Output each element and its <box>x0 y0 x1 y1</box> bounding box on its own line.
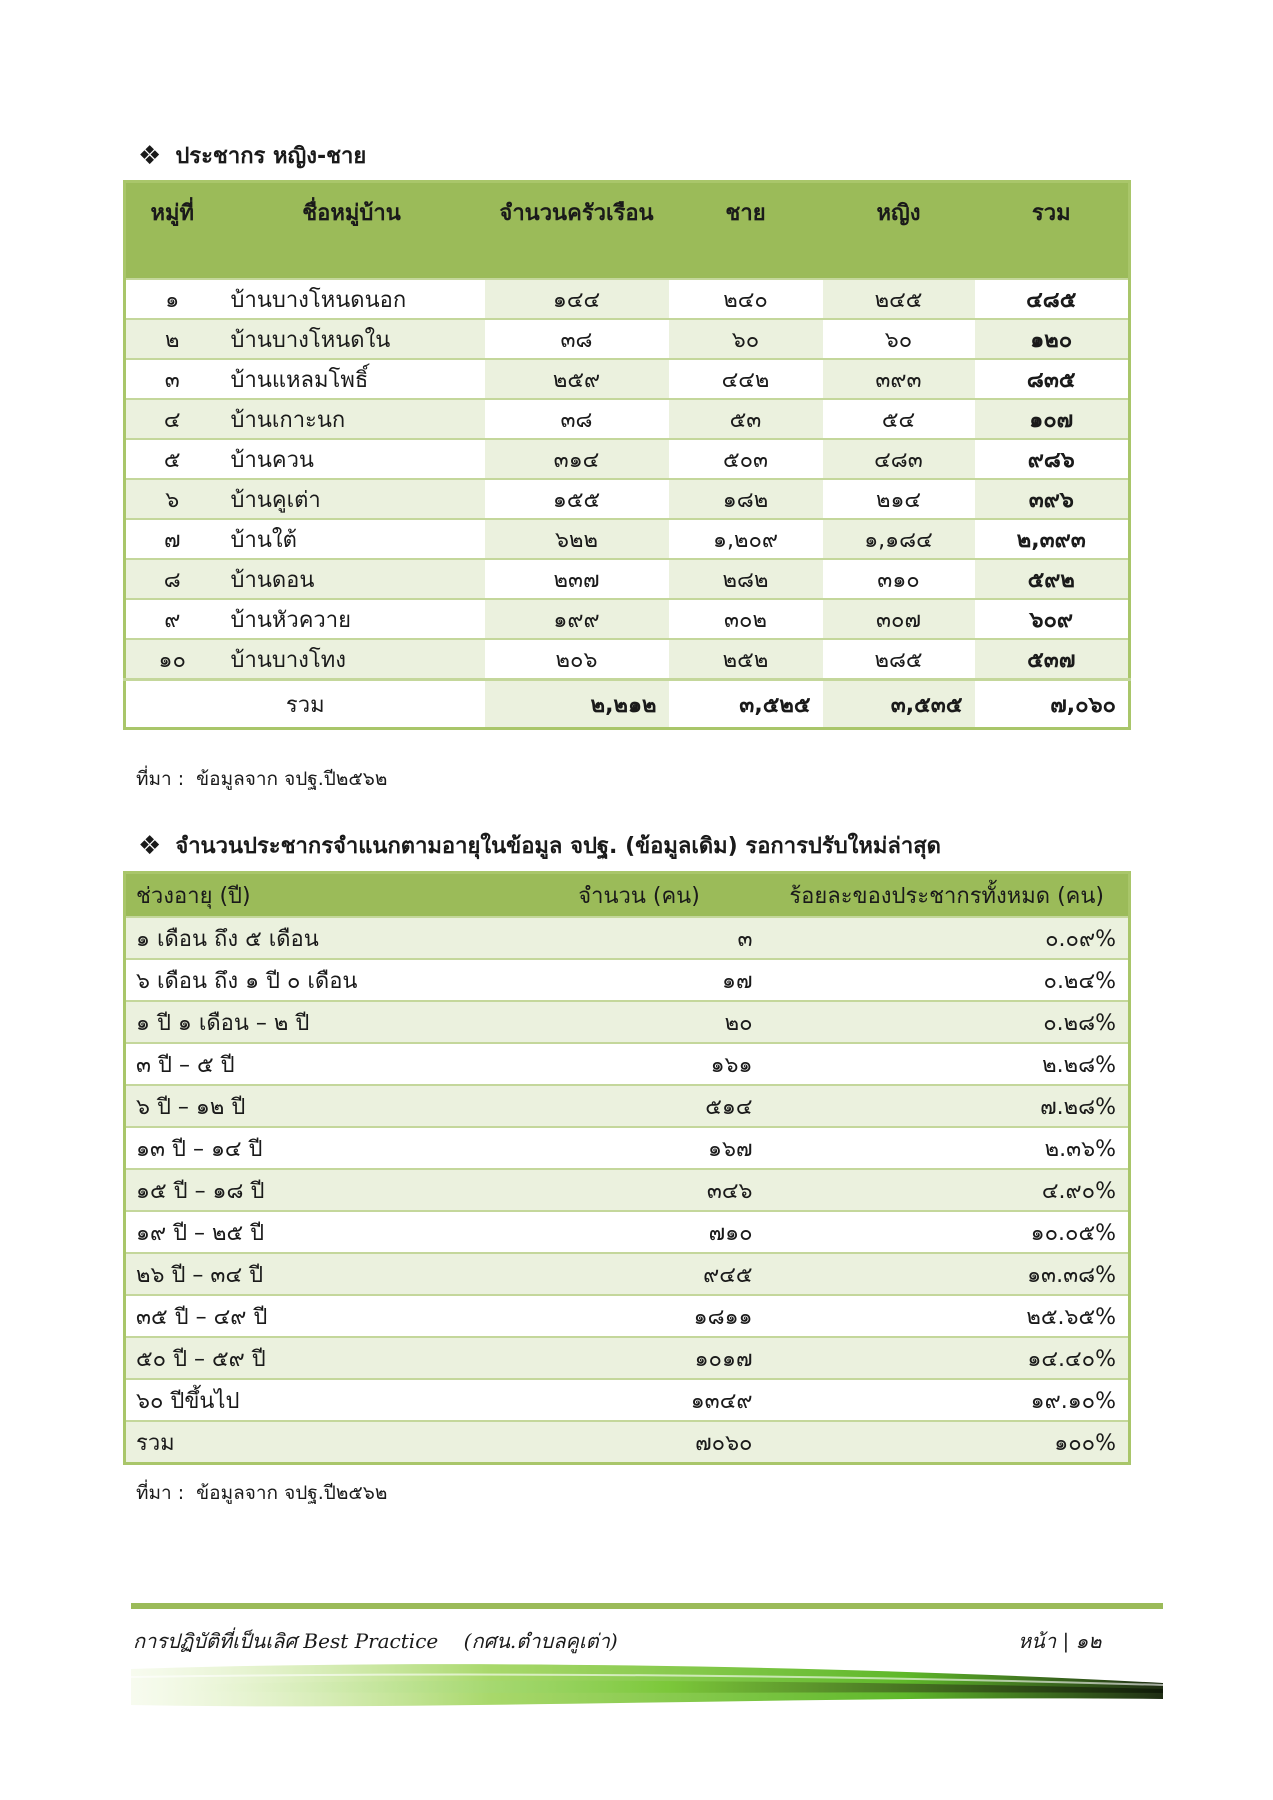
row-count: ๑๖๗ <box>511 1127 767 1169</box>
table-row <box>125 1295 1130 1337</box>
row-percent: ๑๐.๐๕% <box>767 1211 1130 1253</box>
population-table <box>123 180 1131 730</box>
row-age-range: ๑๕ ปี – ๑๘ ปี <box>125 1169 511 1211</box>
row-village-name: บ้านใต้ <box>219 519 485 559</box>
row-age-range: ๑ ปี ๑ เดือน – ๒ ปี <box>125 1001 511 1043</box>
row-age-range: ๓ ปี – ๕ ปี <box>125 1043 511 1085</box>
header-female: หญิง <box>823 182 975 280</box>
row-households: ๓๑๔ <box>485 439 669 479</box>
row-total: ๔๘๕ <box>975 279 1130 319</box>
page-number: หน้า | ๑๒ <box>1018 1629 1102 1653</box>
diamond-bullet-icon: ❖ <box>138 140 162 171</box>
row-count: ๓๔๖ <box>511 1169 767 1211</box>
table-header-row <box>125 182 1130 280</box>
row-count: ๗๐๖๐ <box>511 1421 767 1464</box>
table-row <box>125 519 1130 559</box>
header-households: จำนวนครัวเรือน <box>485 182 669 280</box>
row-percent: ๗.๒๘% <box>767 1085 1130 1127</box>
row-village-no: ๕ <box>125 439 219 479</box>
row-village-name: บ้านคูเต่า <box>219 479 485 519</box>
table-row <box>125 1421 1130 1464</box>
row-village-no: ๖ <box>125 479 219 519</box>
row-total: ๑๒๐ <box>975 319 1130 359</box>
header-village-name: ชื่อหมู่บ้าน <box>219 182 485 280</box>
row-male: ๕๐๓ <box>669 439 823 479</box>
source-note <box>136 764 387 794</box>
header-percent: ร้อยละของประชากรทั้งหมด (คน) <box>767 873 1130 918</box>
row-households: ๑๕๕ <box>485 479 669 519</box>
source-label: ที่มา : <box>136 768 185 790</box>
row-female: ๔๘๓ <box>823 439 975 479</box>
diamond-bullet-icon: ❖ <box>138 830 162 861</box>
row-count: ๒๐ <box>511 1001 767 1043</box>
table-row <box>125 1169 1130 1211</box>
row-total: ๕๓๗ <box>975 639 1130 680</box>
table-row <box>125 439 1130 479</box>
section-title-text: ประชากร หญิง-ชาย <box>175 144 367 169</box>
source-text: ข้อมูลจาก จปฐ.ปี๒๕๖๒ <box>196 1482 388 1504</box>
row-total: ๑๐๗ <box>975 399 1130 439</box>
total-female: ๓,๕๓๕ <box>823 680 975 729</box>
row-percent: ๒.๒๘% <box>767 1043 1130 1085</box>
header-count: จำนวน (คน) <box>511 873 767 918</box>
total-label: รวม <box>125 680 485 729</box>
table-row <box>125 399 1130 439</box>
source-label: ที่มา : <box>136 1482 185 1504</box>
row-female: ๑,๑๘๔ <box>823 519 975 559</box>
table-row <box>125 1211 1130 1253</box>
row-age-range: ๓๕ ปี – ๔๙ ปี <box>125 1295 511 1337</box>
row-village-name: บ้านเกาะนก <box>219 399 485 439</box>
row-village-no: ๗ <box>125 519 219 559</box>
row-male: ๔๔๒ <box>669 359 823 399</box>
header-total: รวม <box>975 182 1130 280</box>
age-table <box>123 871 1131 1465</box>
row-male: ๓๐๒ <box>669 599 823 639</box>
row-age-range: ๖ เดือน ถึง ๑ ปี ๐ เดือน <box>125 959 511 1001</box>
table-row <box>125 1337 1130 1379</box>
row-households: ๒๓๗ <box>485 559 669 599</box>
row-age-range: ๖๐ ปีขึ้นไป <box>125 1379 511 1421</box>
row-percent: ๐.๐๙% <box>767 917 1130 959</box>
row-age-range: ๑๙ ปี – ๒๕ ปี <box>125 1211 511 1253</box>
row-female: ๓๙๓ <box>823 359 975 399</box>
footer-title: การปฏิบัติที่เป็นเลิศ Best Practice (กศน.ตำบลคูเต่า) <box>133 1629 618 1653</box>
row-total: ๒,๓๙๓ <box>975 519 1130 559</box>
total-male: ๓,๕๒๕ <box>669 680 823 729</box>
header-village-no: หมู่ที่ <box>125 182 219 280</box>
row-village-name: บ้านบางโทง <box>219 639 485 680</box>
header-male: ชาย <box>669 182 823 280</box>
row-female: ๒๘๕ <box>823 639 975 680</box>
row-households: ๖๒๒ <box>485 519 669 559</box>
green-swoosh-decoration <box>131 1655 1163 1719</box>
row-percent: ๑๐๐% <box>767 1421 1130 1464</box>
row-count: ๑๘๑๑ <box>511 1295 767 1337</box>
row-total: ๖๐๙ <box>975 599 1130 639</box>
row-village-no: ๑ <box>125 279 219 319</box>
row-percent: ๑๙.๑๐% <box>767 1379 1130 1421</box>
table-row <box>125 559 1130 599</box>
row-male: ๑,๒๐๙ <box>669 519 823 559</box>
table-row <box>125 917 1130 959</box>
row-male: ๕๓ <box>669 399 823 439</box>
row-count: ๕๑๔ <box>511 1085 767 1127</box>
row-count: ๙๔๕ <box>511 1253 767 1295</box>
row-male: ๑๘๒ <box>669 479 823 519</box>
row-age-range: ๖ ปี – ๑๒ ปี <box>125 1085 511 1127</box>
table-row <box>125 1001 1130 1043</box>
row-village-no: ๙ <box>125 599 219 639</box>
row-households: ๑๔๔ <box>485 279 669 319</box>
table-row <box>125 359 1130 399</box>
table-row <box>125 959 1130 1001</box>
row-total: ๙๘๖ <box>975 439 1130 479</box>
row-female: ๒๔๕ <box>823 279 975 319</box>
table-row <box>125 1127 1130 1169</box>
total-households: ๒,๒๑๒ <box>485 680 669 729</box>
row-village-name: บ้านควน <box>219 439 485 479</box>
row-village-no: ๓ <box>125 359 219 399</box>
row-total: ๘๓๕ <box>975 359 1130 399</box>
row-count: ๑๖๑ <box>511 1043 767 1085</box>
row-total: ๓๙๖ <box>975 479 1130 519</box>
row-total: ๕๙๒ <box>975 559 1130 599</box>
footer-divider <box>131 1603 1163 1609</box>
row-percent: ๑๔.๔๐% <box>767 1337 1130 1379</box>
row-female: ๓๑๐ <box>823 559 975 599</box>
row-male: ๒๕๒ <box>669 639 823 680</box>
row-female: ๕๔ <box>823 399 975 439</box>
row-households: ๒๐๖ <box>485 639 669 680</box>
source-note <box>136 1478 387 1508</box>
row-age-range: ๕๐ ปี – ๕๙ ปี <box>125 1337 511 1379</box>
table-row <box>125 319 1130 359</box>
row-count: ๑๗ <box>511 959 767 1001</box>
total-total: ๗,๐๖๐ <box>975 680 1130 729</box>
row-households: ๒๕๙ <box>485 359 669 399</box>
row-count: ๓ <box>511 917 767 959</box>
row-percent: ๒๕.๖๕% <box>767 1295 1130 1337</box>
row-village-name: บ้านดอน <box>219 559 485 599</box>
row-count: ๑๓๔๙ <box>511 1379 767 1421</box>
row-percent: ๔.๙๐% <box>767 1169 1130 1211</box>
table-row <box>125 1085 1130 1127</box>
section-title-population <box>138 138 366 173</box>
row-female: ๓๐๗ <box>823 599 975 639</box>
table-row <box>125 479 1130 519</box>
row-village-name: บ้านบางโหนดใน <box>219 319 485 359</box>
row-female: ๖๐ <box>823 319 975 359</box>
row-village-name: บ้านแหลมโพธิ์ <box>219 359 485 399</box>
table-total-row <box>125 680 1130 729</box>
row-percent: ๑๓.๓๘% <box>767 1253 1130 1295</box>
row-age-range: ๑ เดือน ถึง ๕ เดือน <box>125 917 511 959</box>
table-row <box>125 639 1130 680</box>
row-percent: ๐.๒๔% <box>767 959 1130 1001</box>
row-village-no: ๔ <box>125 399 219 439</box>
table-row <box>125 1253 1130 1295</box>
row-village-no: ๘ <box>125 559 219 599</box>
row-male: ๖๐ <box>669 319 823 359</box>
section-title-text: จำนวนประชากรจำแนกตามอายุในข้อมูล จปฐ. (ข้อมูลเดิม) รอการปรับใหม่ล่าสุด <box>175 834 941 859</box>
row-age-range: รวม <box>125 1421 511 1464</box>
row-village-name: บ้านหัวควาย <box>219 599 485 639</box>
row-village-no: ๒ <box>125 319 219 359</box>
row-age-range: ๑๓ ปี – ๑๔ ปี <box>125 1127 511 1169</box>
row-percent: ๒.๓๖% <box>767 1127 1130 1169</box>
row-count: ๗๑๐ <box>511 1211 767 1253</box>
header-age-range: ช่วงอายุ (ปี) <box>125 873 511 918</box>
row-households: ๓๘ <box>485 399 669 439</box>
table-row <box>125 1379 1130 1421</box>
table-header-row <box>125 873 1130 918</box>
row-male: ๒๔๐ <box>669 279 823 319</box>
row-male: ๒๘๒ <box>669 559 823 599</box>
row-count: ๑๐๑๗ <box>511 1337 767 1379</box>
source-text: ข้อมูลจาก จปฐ.ปี๒๕๖๒ <box>196 768 388 790</box>
section-title-age <box>138 828 941 863</box>
row-percent: ๐.๒๘% <box>767 1001 1130 1043</box>
row-households: ๓๘ <box>485 319 669 359</box>
table-row <box>125 279 1130 319</box>
table-row <box>125 599 1130 639</box>
row-households: ๑๙๙ <box>485 599 669 639</box>
row-village-no: ๑๐ <box>125 639 219 680</box>
row-age-range: ๒๖ ปี – ๓๔ ปี <box>125 1253 511 1295</box>
row-village-name: บ้านบางโหนดนอก <box>219 279 485 319</box>
row-female: ๒๑๔ <box>823 479 975 519</box>
table-row <box>125 1043 1130 1085</box>
